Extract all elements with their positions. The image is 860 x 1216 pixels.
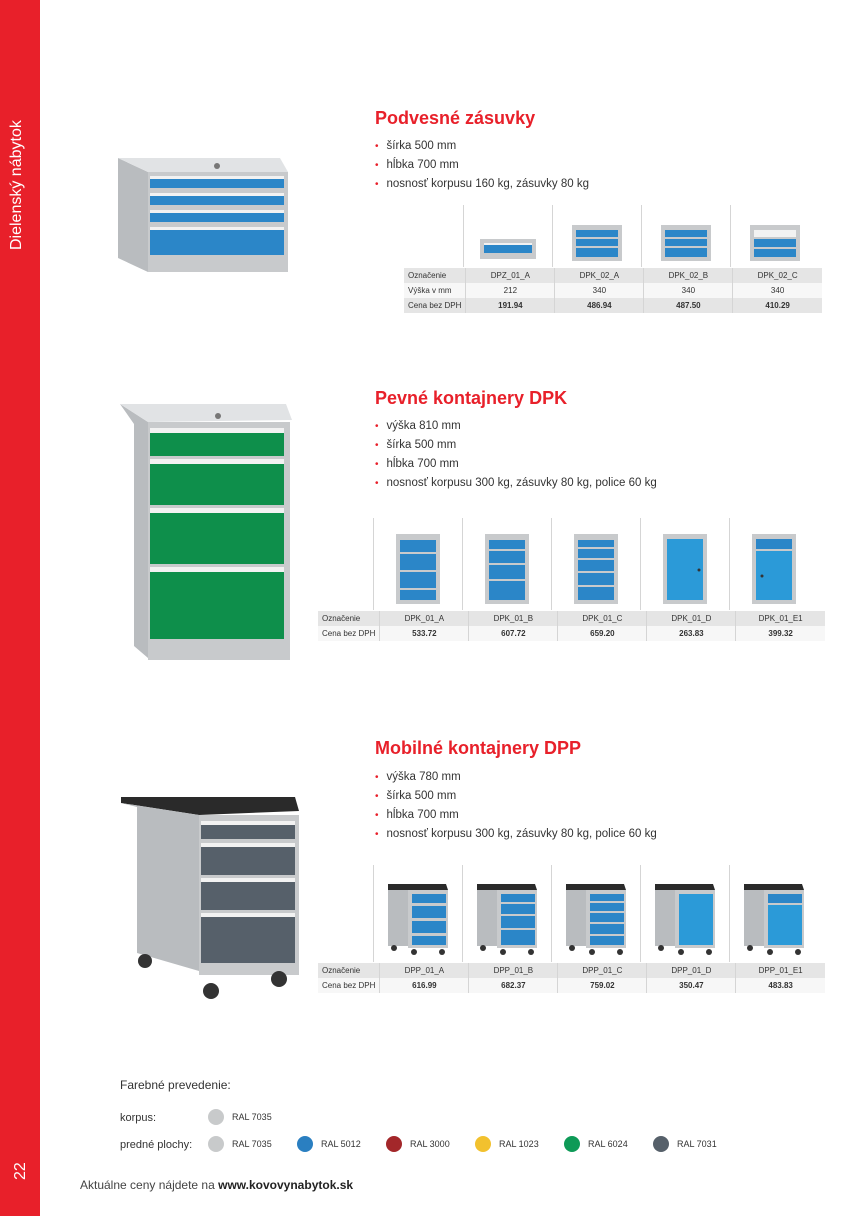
table-row: Cena bez DPH 616.99 682.37 759.02 350.47 483.83 [318, 978, 825, 993]
color-swatch [475, 1136, 491, 1152]
korpus-label: korpus: [120, 1112, 157, 1124]
front-label: predné plochy: [120, 1139, 193, 1151]
spec-list [375, 137, 589, 194]
color-swatch-label: RAL 5012 [321, 1139, 361, 1149]
product-thumbnail [462, 865, 551, 962]
product-thumbnail [551, 865, 640, 962]
spec-item: • hĺbka 700 mm [375, 458, 459, 470]
color-swatch-label: RAL 7035 [232, 1139, 272, 1149]
product-thumbnail [373, 518, 462, 610]
product-thumbnail [373, 865, 462, 962]
price-table [318, 963, 825, 993]
color-swatch-label: RAL 3000 [410, 1139, 450, 1149]
spec-item: • nosnosť korpusu 160 kg, zásuvky 80 kg [375, 178, 590, 190]
sidebar-title: Dielenský nábytok [8, 120, 25, 250]
spec-item: • nosnosť korpusu 300 kg, zásuvky 80 kg, police 60 kg [375, 477, 657, 489]
color-swatch-label: RAL 6024 [588, 1139, 628, 1149]
spec-item: • šírka 500 mm [375, 439, 457, 451]
drawer-unit-image [110, 150, 290, 275]
color-swatch [208, 1109, 224, 1125]
table-row: Cena bez DPH 533.72 607.72 659.20 263.83 399.32 [318, 626, 825, 641]
table-row: Označenie DPZ_01_A DPK_02_A DPK_02_B DPK_02_C [404, 268, 822, 283]
color-swatch-label: RAL 1023 [499, 1139, 539, 1149]
color-swatch-label: RAL 7035 [232, 1112, 272, 1122]
fixed-container-image [110, 400, 295, 662]
mobile-container-image [115, 793, 305, 1005]
color-swatch [386, 1136, 402, 1152]
price-table [318, 611, 825, 641]
product-thumbnail [640, 518, 729, 610]
table-row: Označenie DPK_01_A DPK_01_B DPK_01_C DPK_01_D DPK_01_E1 [318, 611, 825, 626]
spec-item: • nosnosť korpusu 300 kg, zásuvky 80 kg, police 60 kg [375, 828, 657, 840]
spec-item: • výška 810 mm [375, 420, 461, 432]
product-thumbnail [463, 205, 552, 267]
table-row: Označenie DPP_01_A DPP_01_B DPP_01_C DPP_01_D DPP_01_E1 [318, 963, 825, 978]
color-swatch-label: RAL 7031 [677, 1139, 717, 1149]
product-thumbnail [729, 518, 818, 610]
color-swatch [208, 1136, 224, 1152]
product-thumbnail [462, 518, 551, 610]
spec-list [375, 417, 657, 493]
product-thumbnail [552, 205, 641, 267]
colors-heading: Farebné prevedenie: [120, 1078, 231, 1092]
color-swatch [297, 1136, 313, 1152]
table-row: Výška v mm 212 340 340 340 [404, 283, 822, 298]
product-thumbnail [641, 205, 730, 267]
section-title: Mobilné kontajnery DPP [375, 738, 582, 758]
section-title: Pevné kontajnery DPK [375, 388, 568, 408]
spec-item: • šírka 500 mm [375, 140, 457, 152]
product-thumbnails [373, 865, 818, 962]
website-link[interactable]: www.kovovynabytok.sk [218, 1178, 354, 1192]
product-thumbnail [640, 865, 729, 962]
spec-item: • šírka 500 mm [375, 790, 457, 802]
spec-item: • hĺbka 700 mm [375, 809, 459, 821]
product-thumbnail [551, 518, 640, 610]
color-swatch [564, 1136, 580, 1152]
sidebar-band [0, 0, 40, 1216]
color-swatch [653, 1136, 669, 1152]
price-table [404, 268, 822, 313]
product-thumbnails [373, 518, 818, 610]
footer-note: Aktuálne ceny nájdete na www.kovovynabytok.sk [80, 1178, 354, 1192]
spec-item: • hĺbka 700 mm [375, 159, 459, 171]
product-thumbnail [730, 205, 819, 267]
product-thumbnail [729, 865, 818, 962]
page-number: 22 [12, 1162, 29, 1180]
product-thumbnails [463, 205, 819, 267]
spec-item: • výška 780 mm [375, 771, 461, 783]
table-row: Cena bez DPH 191.94 486.94 487.50 410.29 [404, 298, 822, 313]
spec-list [375, 768, 657, 844]
section-title: Podvesné zásuvky [375, 108, 536, 128]
